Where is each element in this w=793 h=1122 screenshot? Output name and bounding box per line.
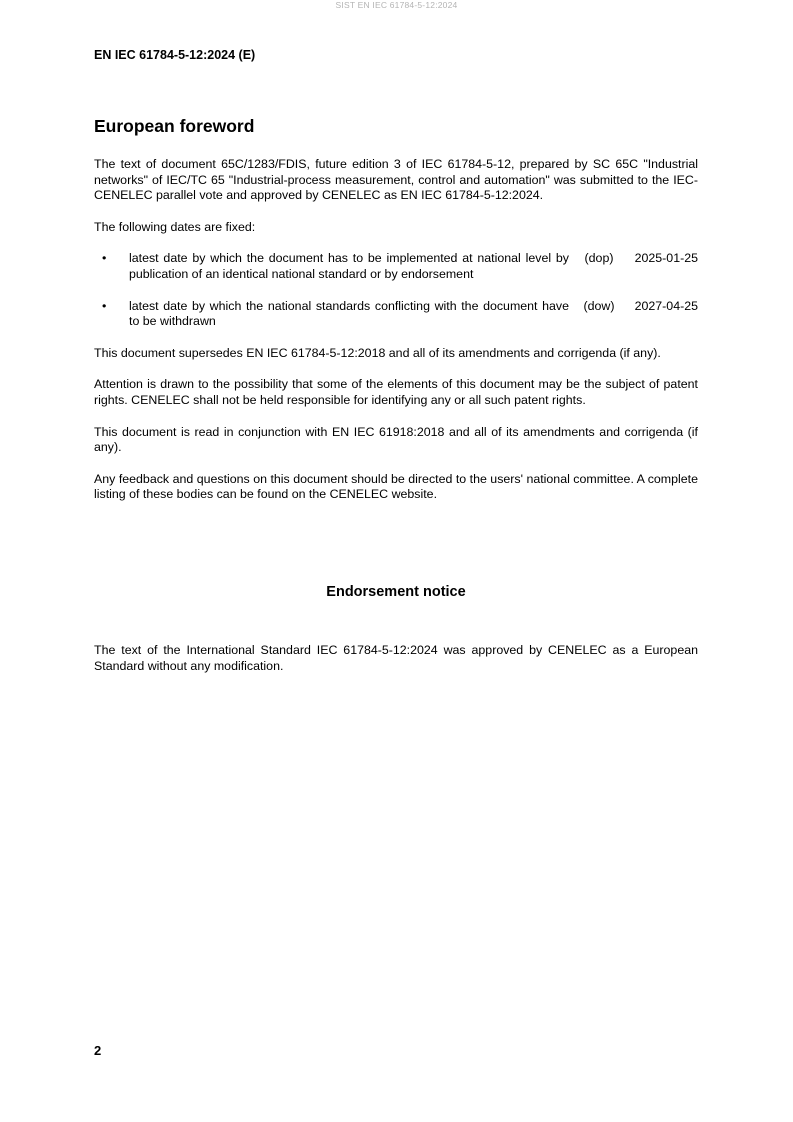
conjunction-paragraph: This document is read in conjunction with EN IEC 61918:2018 and all of its amendments and corrigenda (if any).: [94, 424, 698, 455]
page-number: 2: [94, 1043, 102, 1058]
bullet: •: [102, 298, 107, 313]
foreword-intro-paragraph: The text of document 65C/1283/FDIS, future edition 3 of IEC 61784-5-12, prepared by SC 65C "Industrial networks" of IEC/TC 65 "Industrial-process measurement, control and automation" was submitted to the IEC-CENELEC parallel vote and approved by CENELEC as EN IEC 61784-5-12:2024.: [94, 157, 698, 203]
date-row-dop: [94, 251, 698, 282]
date-value: 2025-01-25: [634, 251, 698, 266]
bullet: •: [102, 251, 107, 266]
foreword-body: [94, 157, 698, 519]
foreword-title: European foreword: [94, 116, 255, 136]
feedback-paragraph: Any feedback and questions on this document should be directed to the users' national committee. A complete listing of these bodies can be found on the CENELEC website.: [94, 471, 698, 502]
date-value: 2027-04-25: [634, 298, 698, 313]
date-description: latest date by which the document has to be implemented at national level by publication of an identical national standard or by endorsement: [129, 251, 569, 281]
document-identifier: EN IEC 61784-5-12:2024 (E): [94, 48, 256, 62]
date-description: latest date by which the national standards conflicting with the document have to be withdrawn: [129, 298, 569, 329]
dates-intro-paragraph: The following dates are fixed:: [94, 219, 256, 234]
date-code: (dop): [584, 251, 614, 266]
patent-paragraph: Attention is drawn to the possibility that some of the elements of this document may be the subject of patent rights. CENELEC shall not be held responsible for identifying any or all such patent rights.: [94, 377, 698, 407]
watermark: SIST EN IEC 61784-5-12:2024: [335, 0, 458, 10]
endorsement-paragraph: The text of the International Standard IEC 61784-5-12:2024 was approved by CENELEC as a European Standard without any modification.: [94, 643, 698, 673]
endorsement-title: Endorsement notice: [326, 584, 466, 600]
supersedes-paragraph: This document supersedes EN IEC 61784-5-12:2018 and all of its amendments and corrigenda (if any).: [94, 345, 661, 360]
date-code: (dow): [583, 298, 615, 313]
date-row-dow: [94, 299, 698, 330]
dates-table: [94, 251, 698, 329]
